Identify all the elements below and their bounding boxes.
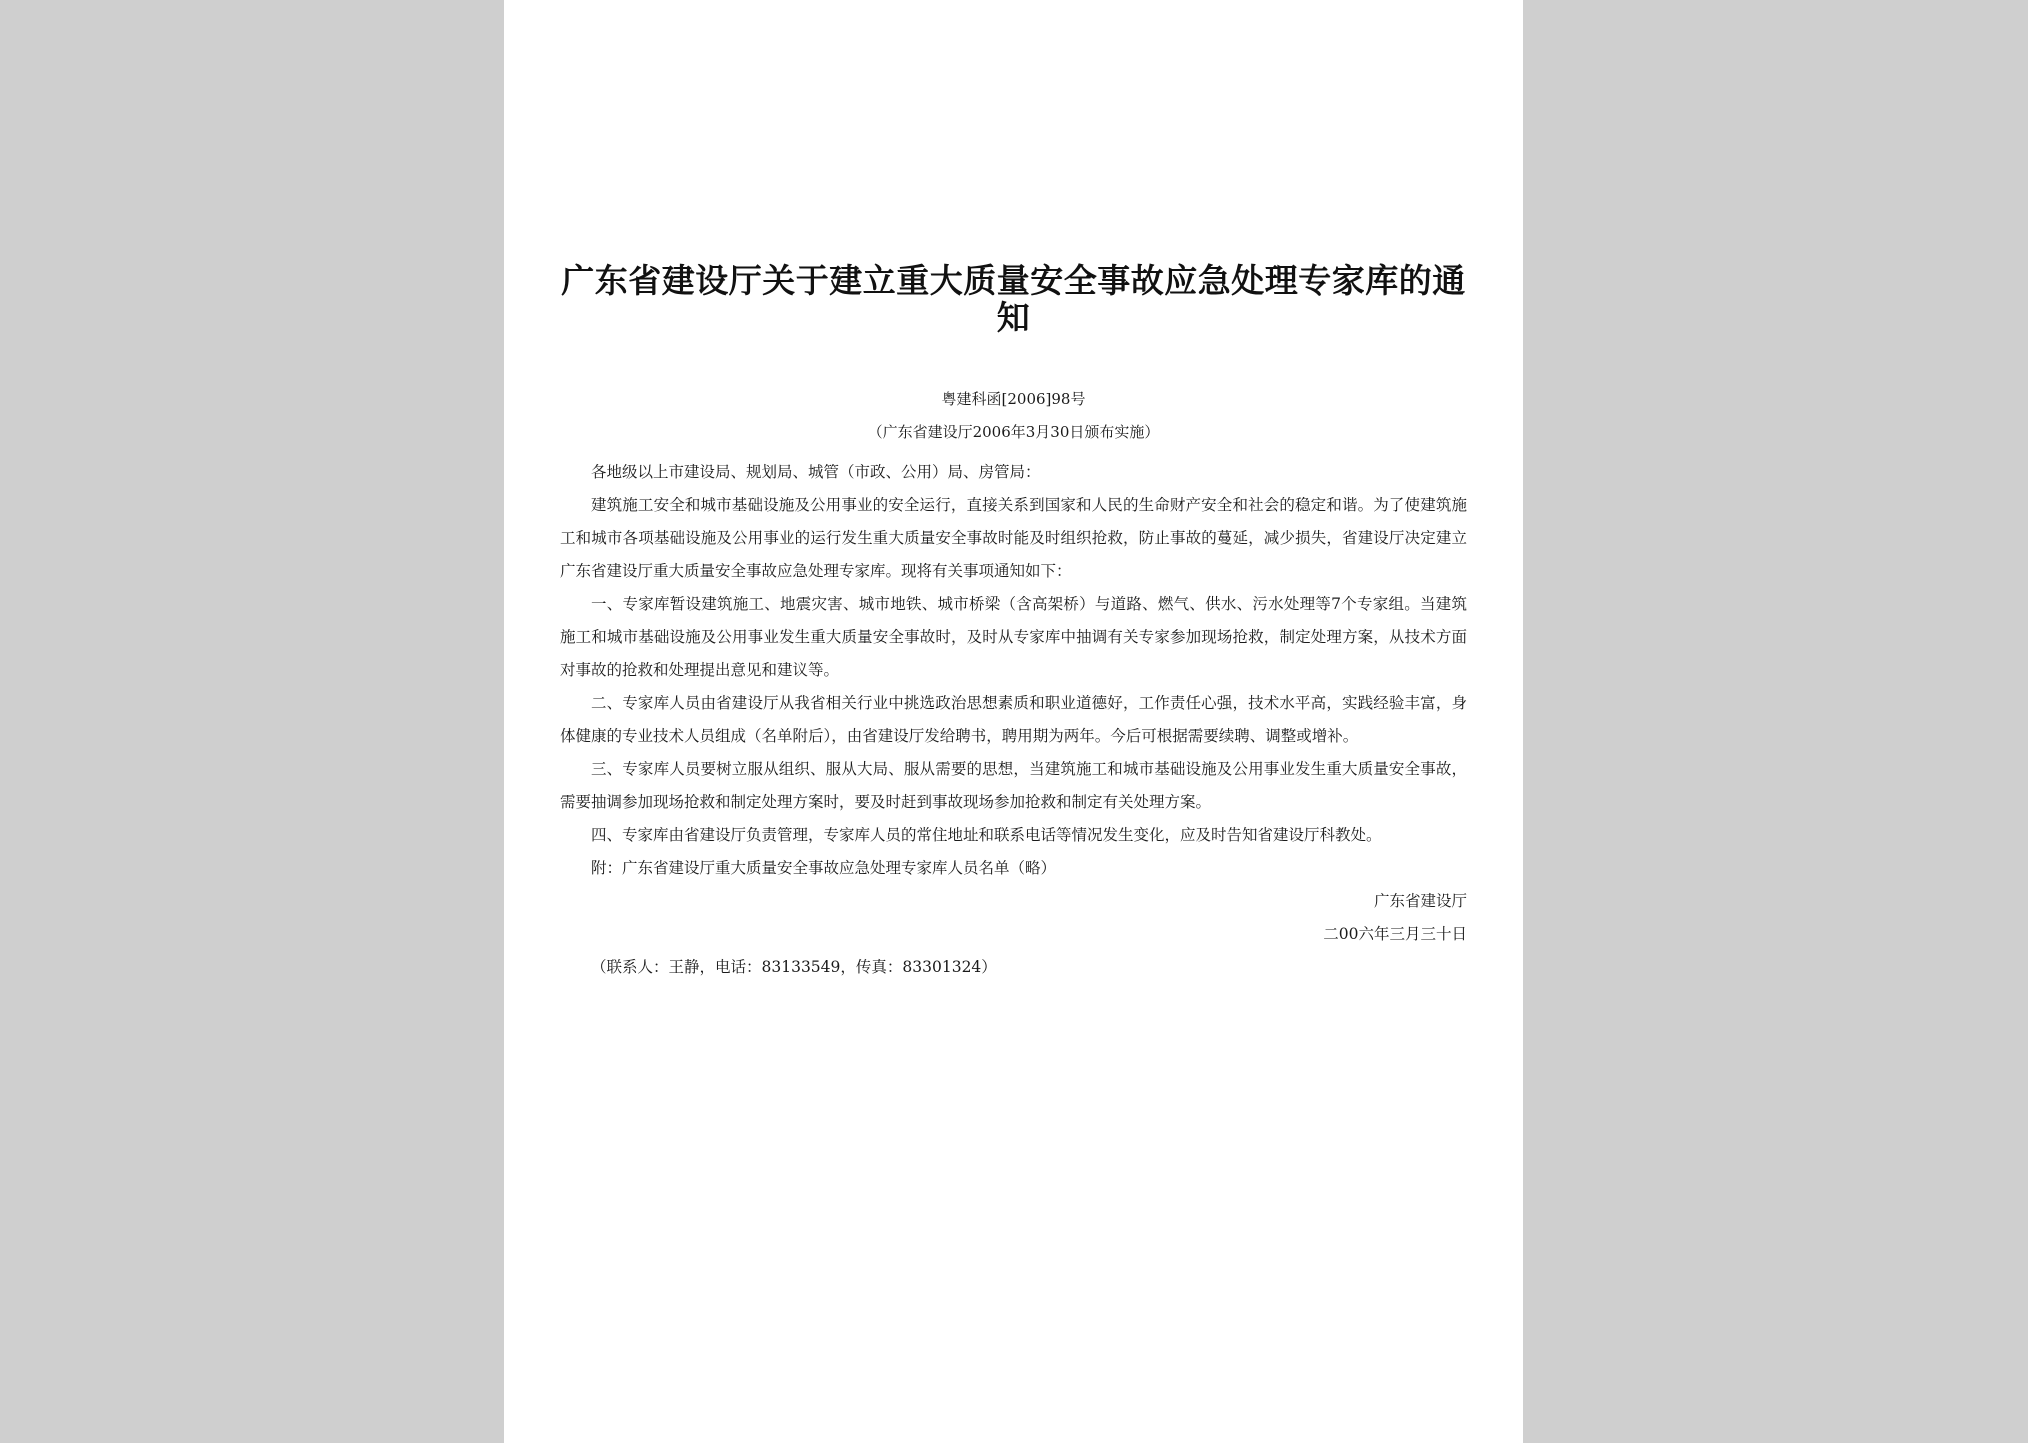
- document-page: [504, 0, 1523, 1443]
- signature-date: 二00六年三月三十日: [1323, 925, 1467, 943]
- contact-info: （联系人：王静，电话：83133549，传真：83301324）: [591, 958, 997, 976]
- body-paragraph: 三、专家库人员要树立服从组织、服从大局、服从需要的思想，当建筑施工和城市基础设施及公用事业发生重大质量安全事故，需要抽调参加现场抢救和制定处理方案时，要及时赶到事故现场参加抢救和制定有关处理方案。: [560, 760, 1467, 811]
- body-paragraph: 一、专家库暂设建筑施工、地震灾害、城市地铁、城市桥梁（含高架桥）与道路、燃气、供水、污水处理等7个专家组。当建筑施工和城市基础设施及公用事业发生重大质量安全事故时，及时从专家库中抽调有关专家参加现场抢救，制定处理方案，从技术方面对事故的抢救和处理提出意见和建议等。: [560, 595, 1467, 679]
- attachment-note: 附：广东省建设厅重大质量安全事故应急处理专家库人员名单（略）: [591, 859, 1057, 877]
- document-number: 粤建科函[2006]98号: [941, 390, 1086, 408]
- page-content: [560, 262, 1467, 984]
- body-paragraph: 四、专家库由省建设厅负责管理，专家库人员的常住地址和联系电话等情况发生变化，应及时告知省建设厅科教处。: [591, 826, 1382, 844]
- salutation: 各地级以上市建设局、规划局、城管（市政、公用）局、房管局：: [591, 463, 1041, 481]
- issuer-line: （广东省建设厅2006年3月30日颁布实施）: [867, 423, 1160, 441]
- body-paragraph: 建筑施工安全和城市基础设施及公用事业的安全运行，直接关系到国家和人民的生命财产安全和社会的稳定和谐。为了使建筑施工和城市各项基础设施及公用事业的运行发生重大质量安全事故时能及时组织抢救，防止事故的蔓延，减少损失，省建设厅决定建立广东省建设厅重大质量安全事故应急处理专家库。现将有关事项通知如下：: [560, 496, 1467, 580]
- document-title: 广东省建设厅关于建立重大质量安全事故应急处理专家库的通知: [561, 261, 1466, 337]
- signature-organization: 广东省建设厅: [1373, 892, 1467, 910]
- body-paragraph: 二、专家库人员由省建设厅从我省相关行业中挑选政治思想素质和职业道德好，工作责任心强，技术水平高，实践经验丰富，身体健康的专业技术人员组成（名单附后），由省建设厅发给聘书，聘用期为两年。今后可根据需要续聘、调整或增补。: [560, 694, 1467, 745]
